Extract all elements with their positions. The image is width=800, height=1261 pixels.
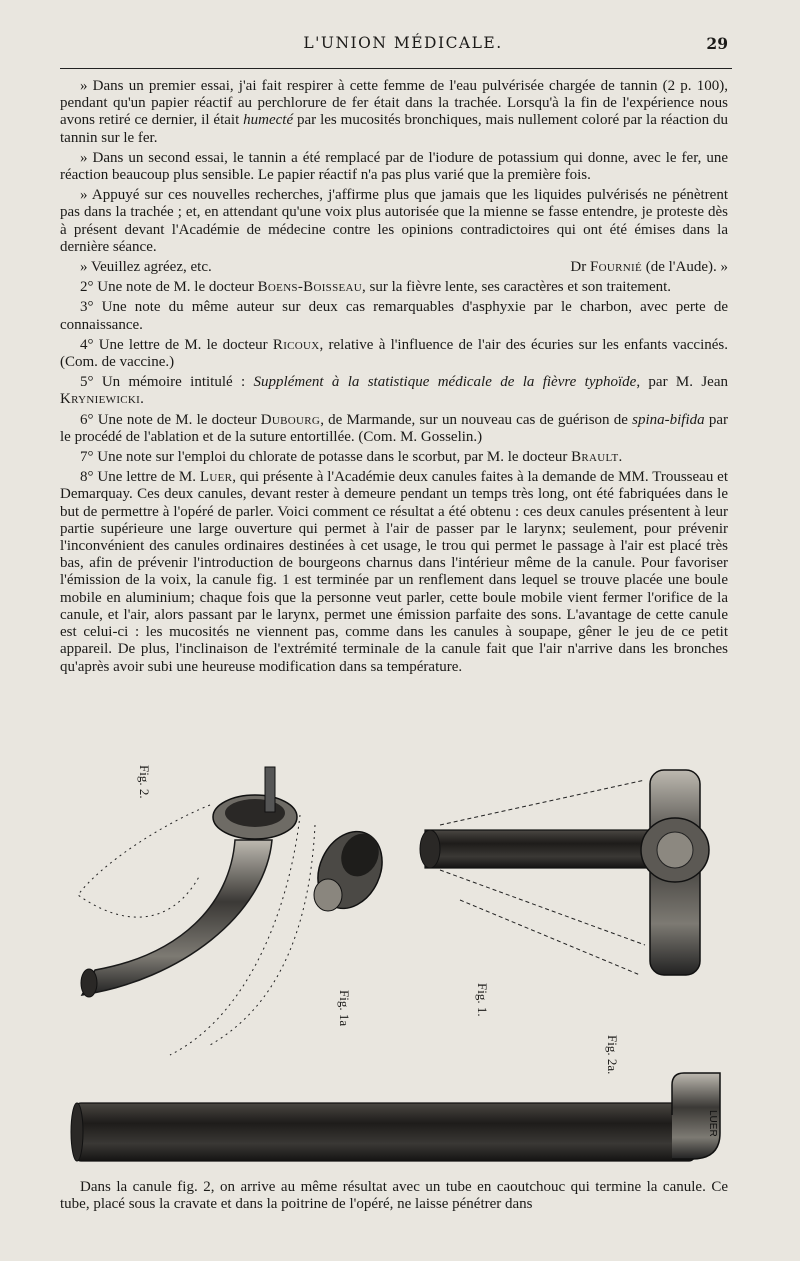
figure-label: Fig. 1a xyxy=(337,990,352,1027)
cannula-illustrations xyxy=(60,755,740,1175)
text-run: , sur la fièvre lente, ses caractères et son traitement. xyxy=(362,279,672,296)
maker-stamp: LUER xyxy=(707,1110,718,1137)
text-run: 2° Une note de M. le docteur xyxy=(80,279,258,296)
text-run: , par M. Jean xyxy=(636,374,728,391)
text-run: 7° Une note sur l'emploi du chlorate de potasse dans le scorbut, par M. le docteur xyxy=(80,449,572,466)
emphasis: humecté xyxy=(243,112,294,129)
author-name: Kryniewicki xyxy=(60,391,141,408)
text-run: par les mucosités bronchiques, mais nullement coloré par la réaction du tannin sur le fer. xyxy=(60,112,728,146)
paragraph xyxy=(60,469,728,675)
header-rule xyxy=(60,68,732,69)
text-run: , relative à l'influence de l'air des écuries sur les enfants vaccinés. (Com. de vaccine.) xyxy=(60,336,728,371)
author-name: Fournié xyxy=(589,259,642,276)
paragraph: Dans la canule fig. 2, on arrive au même résultat avec un tube en caoutchouc qui termine la canule. Ce tube, placé sous la cravate et dans la poitrine de l'opéré, ne laisse pénétrer dans xyxy=(60,1179,728,1213)
signature xyxy=(550,259,728,276)
figure-label: Fig. 1. xyxy=(475,983,490,1017)
text-run: . xyxy=(618,449,623,466)
text-run: 4° Une lettre de M. le docteur xyxy=(80,336,273,353)
valve-piece-figure xyxy=(306,821,394,919)
author-name: Boens-Boisseau xyxy=(257,279,363,296)
continuation-text xyxy=(60,1179,728,1213)
text-run: . xyxy=(140,391,144,408)
paragraph xyxy=(60,412,728,446)
author-name: Luer xyxy=(199,469,233,486)
author-name: Ricoux xyxy=(272,336,320,353)
paragraph xyxy=(60,78,728,147)
paragraph xyxy=(60,449,728,466)
text-run: » Veuillez agréez, etc. xyxy=(80,259,212,276)
text-run: 6° Une note de M. le docteur xyxy=(80,411,261,428)
author-name: Dubourg xyxy=(260,411,321,428)
text-run: » Dans un premier essai, j'ai fait respirer à cette femme de l'eau pulvérisée chargée de tannin (2 p. 100), pendant qu'un papier réactif au perchlorure de fer était dans la trachée. Lorsqu'à la fin de l'expérience nous avons retiré ce dernier, il était xyxy=(60,78,728,129)
page-number: 29 xyxy=(706,34,728,53)
paragraph: » Appuyé sur ces nouvelles recherches, j'affirme plus que jamais que les liquides pulvérisés ne pénètrent pas dans la trachée ; et, en attendant qu'une voix plus autorisée que la mienne se fasse entendre, je proteste dès à présent devant l'Académie de médecine contre les opinions contradictoires qui ont été émises dans la dernière séance. xyxy=(60,187,728,255)
paragraph: 3° Une note du même auteur sur deux cas remarquables d'asphyxie par le charbon, avec perte de connaissance. xyxy=(60,299,728,333)
text-run: par le procédé de l'ablation et de la suture entortillée. (Com. M. Gosselin.) xyxy=(60,411,728,445)
running-header xyxy=(78,34,728,60)
long-tube-figure xyxy=(71,1073,720,1161)
text-run: , de Marmande, sur un nouveau cas de guérison de xyxy=(320,411,633,428)
paragraph xyxy=(60,259,728,276)
main-text xyxy=(60,78,728,679)
paragraph xyxy=(60,337,728,371)
figure-label: Fig. 2. xyxy=(137,765,152,799)
text-run: , qui présente à l'Académie deux canules faites à la demande de MM. Trousseau et Demarquay. Ces deux canules, devant rester à demeure pendant un temps très long, ont été fabriquées dans le but de permettre à l'opéré de parler. Voici comment ce résultat a été obtenu : ces deux canules présentent à leur partie supérieure une large ouverture qui permet à l'air de passer par le larynx; seulement, pour prévenir l'inconvénient des canules ordinaires destinées à cet usage, le trou qui permet le passage à l'air est placé très bas, afin de prévenir l'introduction de bourgeons charnus dans l'intérieur même de la canule. Pour favoriser l'émission de la voix, la canule fig. 1 est terminée par un renflement dans lequel se trouve placée une boule mobile en aluminium; chaque fois que la personne veut parler, cette boule mobile vient fermer l'orifice de la canule, et l'air, alors passant par le larynx, permet une émission parfaite des sons. L'avantage de cette canule est celui-ci : les mucosités ne viennent pas, comme dans les canules à soupape, gêner le jeu de ce petit appareil. De plus, l'inclinaison de l'extrémité terminale de la canule fait que l'air n'arrive dans les bronches qu'après avoir subi une heureuse modification dans sa température. xyxy=(60,469,729,675)
curved-cannula-figure xyxy=(78,767,315,1055)
text-run: Dr xyxy=(570,259,590,276)
paragraph xyxy=(60,374,728,408)
emphasis: spina-bifida xyxy=(632,411,705,428)
engraving xyxy=(60,755,740,1175)
text-run: 5° Un mémoire intitulé : xyxy=(80,374,254,391)
journal-title: L'UNION MÉDICALE. xyxy=(303,34,503,52)
author-name: Brault xyxy=(571,449,619,466)
text-run: (de l'Aude). » xyxy=(641,259,728,276)
straight-cannula-figure xyxy=(420,770,709,975)
emphasis: Supplément à la statistique médicale de la fièvre typhoïde xyxy=(253,374,637,391)
text-run: 8° Une lettre de M. xyxy=(80,469,200,486)
paragraph: » Dans un second essai, le tannin a été remplacé par de l'iodure de potassium qui donne, avec le fer, une réaction beaucoup plus sensible. Le papier réactif n'a pas plus varié que la première fois. xyxy=(60,149,728,184)
paragraph xyxy=(60,279,728,296)
figure-label: Fig. 2a. xyxy=(605,1035,620,1075)
